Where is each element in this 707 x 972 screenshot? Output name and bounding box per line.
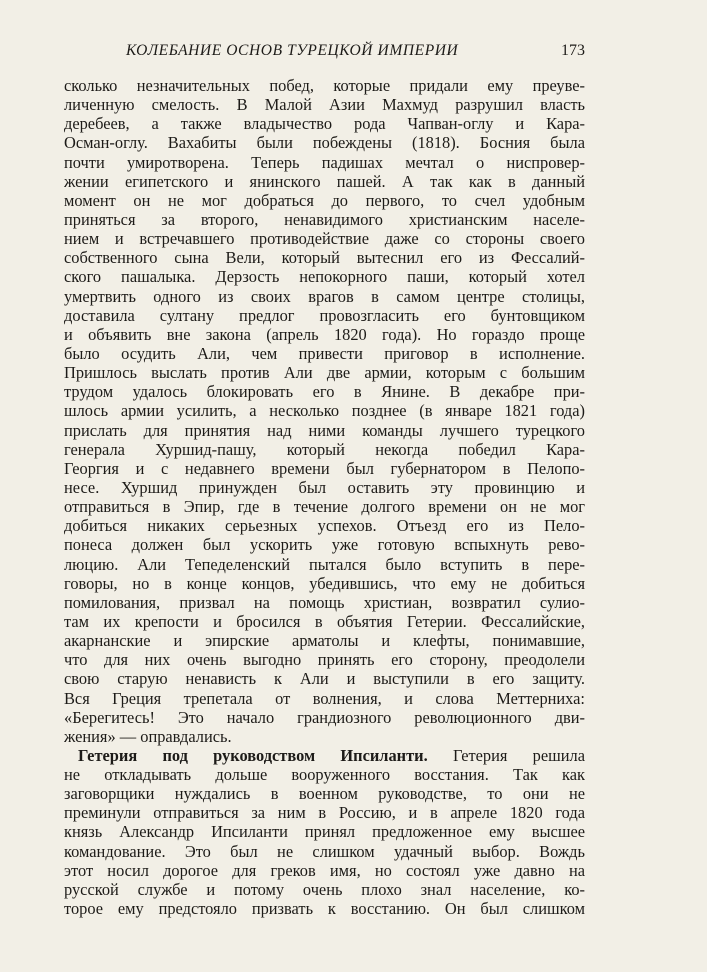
text-line: приняться за второго, ненавидимого христианским населе- xyxy=(64,209,585,229)
text-line: умертвить одного из своих врагов в самом центре столицы, xyxy=(64,286,585,306)
text-line: трудом удалось блокировать его в Янине. В декабре при- xyxy=(64,382,585,402)
text-line: отправиться в Эпир, где в течение долгого времени он не мог xyxy=(64,497,585,517)
page-body xyxy=(64,76,585,918)
text-line: прислать для принятия над ними команды лучшего турецкого xyxy=(64,420,585,440)
text-line: собственного сына Вели, который вытеснил его из Фессалий- xyxy=(64,248,585,268)
text-line: Пришлось выслать против Али две армии, которым с большим xyxy=(64,363,585,383)
text-line: командование. Это был не слишком удачный выбор. Вождь xyxy=(64,841,585,861)
text-line: заговорщики нуждались в военном руководстве, то они не xyxy=(64,784,585,804)
section-heading: Гетерия под руководством Ипсиланти. xyxy=(78,745,428,765)
text-line: помилования, призвал на помощь христиан, возвратил сулио- xyxy=(64,592,585,612)
text-line: говоры, но в конце концов, убедившись, что ему не добиться xyxy=(64,573,585,593)
text-line: князь Александр Ипсиланти принял предложенное ему высшее xyxy=(64,822,585,842)
text-line: жении египетского и янинского пашей. А так как в данный xyxy=(64,171,585,191)
text-line: торое ему предстояло призвать к восстанию. Он был слишком xyxy=(64,899,585,919)
text-line: Вся Греция трепетала от волнения, и слова Меттерниха: xyxy=(64,688,585,708)
text-line: почти умиротворена. Теперь падишах мечтал о ниспровер- xyxy=(64,152,585,172)
text-line: и объявить вне закона (апрель 1820 года). Но гораздо проще xyxy=(64,324,585,344)
text-line: добиться никаких серьезных успехов. Отъезд его из Пело- xyxy=(64,516,585,536)
text-line: доставила султану предлог провозгласить его бунтовщиком xyxy=(64,305,585,325)
text-line: было осудить Али, чем привести приговор в исполнение. xyxy=(64,343,585,363)
text-line: не откладывать дольше вооруженного восстания. Так как xyxy=(64,765,585,785)
text-line: этот носил дорогое для греков имя, но состоял уже давно на xyxy=(64,860,585,880)
text-line: преминули отправиться за ним в Россию, и в апреле 1820 года xyxy=(64,803,585,823)
paragraph xyxy=(64,746,585,918)
text-line: шлось армии усилить, а несколько позднее (в январе 1821 года) xyxy=(64,401,585,421)
running-title: КОЛЕБАНИЕ ОСНОВ ТУРЕЦКОЙ ИМПЕРИИ xyxy=(126,42,459,59)
text-line: момент он не мог добраться до первого, то счел удобным xyxy=(64,190,585,210)
text-line: Георгия и с недавнего времени был губернатором в Пелопо- xyxy=(64,458,585,478)
text-line: генерала Хуршид-пашу, который некогда победил Кара- xyxy=(64,439,585,459)
text-line: что для них очень выгодно принять его сторону, преодолели xyxy=(64,650,585,670)
text-line-segment: Гетерия решила xyxy=(452,745,585,765)
text-line: русской службе и потому очень плохо знал население, ко- xyxy=(64,879,585,899)
text-line: деребеев, а также владычество рода Чапван-оглу и Кара- xyxy=(64,114,585,134)
page-header xyxy=(64,42,585,66)
text-line: нием и встречавшего противодействие даже со стороны своего xyxy=(64,229,585,249)
text-line: ского пашалыка. Дерзость непокорного паши, который хотел xyxy=(64,267,585,287)
text-line: свою старую ненависть к Али и выступили в его защиту. xyxy=(64,669,585,689)
page-number: 173 xyxy=(561,42,585,59)
text-line: несе. Хуршид принужден был оставить эту провинцию и xyxy=(64,477,585,497)
text-line: жения» — оправдались. xyxy=(64,726,232,746)
paragraph xyxy=(64,76,585,746)
text-line: акарнанские и эпирские арматолы и клефты, понимавшие, xyxy=(64,631,585,651)
text-line: сколько незначительных побед, которые придали ему преуве- xyxy=(64,76,585,95)
text-line: Осман-оглу. Вахабиты были побеждены (1818). Босния была xyxy=(64,133,585,153)
text-line xyxy=(64,746,585,765)
text-line: личенную смелость. В Малой Азии Махмуд разрушил власть xyxy=(64,95,585,115)
text-line: «Берегитесь! Это начало грандиозного революционного дви- xyxy=(64,707,585,727)
text-line: люцию. Али Тепеделенский пытался было вступить в пере- xyxy=(64,554,585,574)
text-line: понеса должен был ускорить уже готовую вспыхнуть рево- xyxy=(64,535,585,555)
text-line: там их крепости и бросился в объятия Гетерии. Фессалийские, xyxy=(64,611,585,631)
